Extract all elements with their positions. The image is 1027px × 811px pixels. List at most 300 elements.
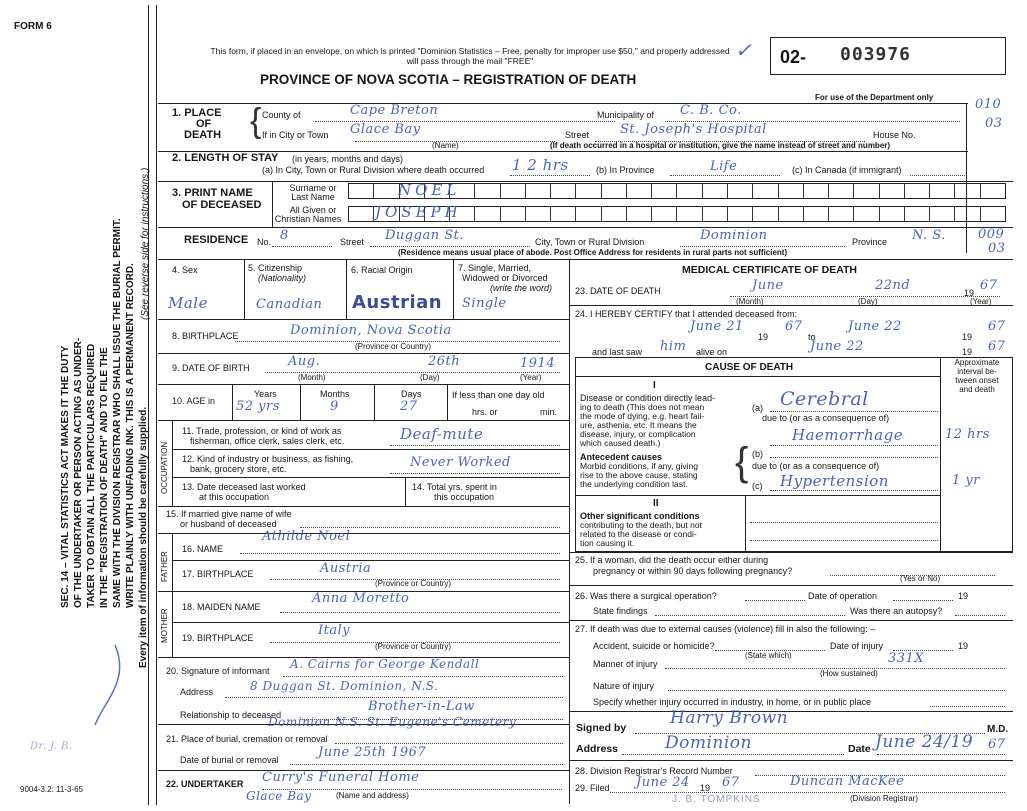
side-note-6: WRITE PLAINLY WITH UNFADING INK. THIS IS A PERMANENT RECORD. xyxy=(125,263,136,608)
total-years-label-2: this occupation xyxy=(434,492,495,502)
min-label: min. xyxy=(540,407,558,417)
cause-a-due: due to (or as a consequence of) xyxy=(762,413,890,423)
residence-province-value: N. S. xyxy=(912,228,946,243)
informant-address-value: 8 Duggan St. Dominion, N.S. xyxy=(250,679,439,693)
industry-value: Never Worked xyxy=(410,455,511,470)
sex-label: 4. Sex xyxy=(172,265,198,275)
dob-day-note: (Day) xyxy=(420,373,440,382)
name-letter-box xyxy=(501,184,526,198)
age-months-label: Months xyxy=(320,389,350,399)
m-rule-27 xyxy=(569,620,1013,621)
name-letter-box xyxy=(930,207,955,221)
other-label-1: Other significant conditions xyxy=(580,511,700,521)
attended-from: June 21 xyxy=(690,319,744,334)
name-letter-box xyxy=(728,207,753,221)
name-letter-box xyxy=(905,184,930,198)
cause-a2-value: Haemorrhage xyxy=(792,426,904,444)
dob-day: 26th xyxy=(428,354,461,369)
undertaker-label: 22. UNDERTAKER xyxy=(166,779,244,789)
mother-maiden-line xyxy=(280,612,560,613)
cause-a-line xyxy=(770,411,938,412)
side-note-2: OF THE UNDERTAKER OR PERSON ACTING AS UNDER- xyxy=(73,337,84,608)
form-title: PROVINCE OF NOVA SCOTIA – REGISTRATION OF DEATH xyxy=(260,72,637,87)
informant-relationship-label: Relationship to deceased xyxy=(180,710,282,720)
last-saw-label: and last saw xyxy=(592,347,643,357)
residence-province-label: Province xyxy=(852,237,888,247)
stay-a-label: (a) In City, Town or Rural Division where death occurred xyxy=(262,165,485,175)
name-letter-box xyxy=(374,184,399,198)
stay-sub: (in years, months and days) xyxy=(292,154,404,164)
antecedent-label-1: Antecedent causes xyxy=(580,452,663,462)
occupation-section-label: OCCUPATION xyxy=(160,441,169,494)
other-line-1 xyxy=(750,522,938,523)
alive-value: June 22 xyxy=(810,339,864,354)
name-letter-box xyxy=(526,184,551,198)
name-letter-box xyxy=(349,184,374,198)
undertaker-value-2: Glace Bay xyxy=(246,789,312,803)
cause-b-line xyxy=(770,457,938,458)
street-label: Street xyxy=(565,130,590,140)
cause-rule-2 xyxy=(575,495,940,496)
name-letter-box xyxy=(955,207,980,221)
side-note-8: (See reverse side for instructions.) xyxy=(140,167,151,320)
dob-label: 9. DATE OF BIRTH xyxy=(172,363,250,373)
spouse-label-2: or husband of deceased xyxy=(180,519,277,529)
age-label: 10. AGE in xyxy=(172,396,216,406)
name-letter-box xyxy=(829,184,854,198)
attended-to-year: 67 xyxy=(988,319,1006,334)
citizenship-sub: (Nationality) xyxy=(258,273,307,283)
trade-label-2: fisherman, office clerk, sales clerk, etc. xyxy=(190,436,345,446)
cause-c-line xyxy=(770,490,938,491)
sig-date-line xyxy=(877,754,1005,755)
name-letter-box xyxy=(703,184,728,198)
antecedent-label-4: the underlying condition last. xyxy=(580,479,688,489)
alive-year: 67 xyxy=(988,339,1006,354)
date-of-death-day: 22nd xyxy=(875,278,911,293)
dept-use-label: For use of the Department only xyxy=(815,93,934,102)
sig-date-year: 67 xyxy=(988,737,1006,752)
informant-relationship-value: Brother-in-Law xyxy=(368,699,475,714)
citizenship-label: 5. Citizenship xyxy=(248,263,303,273)
name-letter-box xyxy=(627,207,652,221)
rule-7 xyxy=(158,384,569,385)
trade-value: Deaf-mute xyxy=(400,425,484,443)
q29-label: 29. Filed xyxy=(575,783,610,793)
dept-code-4: 03 xyxy=(988,241,1006,256)
dob-year-note: (Year) xyxy=(520,373,542,382)
filed-value: June 24 xyxy=(636,775,690,790)
q29-line xyxy=(610,792,1005,793)
birthplace-label: 8. BIRTHPLACE xyxy=(172,331,239,341)
surname-value: NOEL xyxy=(398,181,461,199)
other-label-2: contributing to the death, but not xyxy=(580,520,702,530)
burial-date-line xyxy=(290,764,563,765)
residence-street-value: Duggan St. xyxy=(385,228,464,243)
margin-scribble xyxy=(75,640,135,730)
center-divider xyxy=(569,259,570,804)
v6 xyxy=(453,259,454,319)
city-name-note: (Name) xyxy=(432,141,459,150)
q27-state-which: (State which) xyxy=(745,651,792,660)
name-label-2: OF DECEASED xyxy=(182,199,262,211)
stay-label: 2. LENGTH OF STAY xyxy=(172,152,279,164)
direct-label-2: ing to death (This does not mean xyxy=(580,402,705,412)
marital-label-2: Widowed or Divorced xyxy=(462,273,548,283)
m-rule-26 xyxy=(569,585,1013,586)
citizenship-value: Canadian xyxy=(256,297,323,312)
name-letter-box xyxy=(703,207,728,221)
spouse-line xyxy=(300,527,560,528)
antecedent-label-2: Morbid conditions, if any, giving xyxy=(580,461,698,471)
given-label-2: Christian Names xyxy=(274,214,342,224)
undertaker-line xyxy=(262,789,562,790)
signed-by-value: Harry Brown xyxy=(670,708,789,728)
cause-b-due: due to (or as a consequence of) xyxy=(752,461,880,471)
v4 xyxy=(244,259,245,319)
surname-label-2: Last Name xyxy=(291,192,335,202)
q25-note: (Yes or No) xyxy=(900,574,941,583)
dod-month-note: (Month) xyxy=(736,297,764,306)
sig-address-value: Dominion xyxy=(665,733,752,753)
name-letter-box xyxy=(854,184,879,198)
municipality-value: C. B. Co. xyxy=(680,103,742,118)
burial-place-value: Dominion N.S. St. Eugene's Cemetery xyxy=(268,715,517,729)
dob-month: Aug. xyxy=(288,354,321,369)
q27-injury-date-label: Date of injury xyxy=(830,641,884,651)
mother-section-label: MOTHER xyxy=(160,608,169,643)
dod-day-note: (Day) xyxy=(858,297,878,306)
q27-label: 27. If death was due to external causes (violence) fill in also the following: – xyxy=(575,624,876,634)
name-letter-box xyxy=(930,184,955,198)
other-label-4: tion causing it. xyxy=(580,538,635,548)
direct-label-6: which caused death.) xyxy=(580,438,661,448)
county-label: County of xyxy=(262,110,301,120)
certify-label: 24. I HEREBY CERTIFY that I attended deceased from: xyxy=(575,309,798,319)
q26-autopsy-label: Was there an autopsy? xyxy=(850,606,943,616)
q26-century: 19 xyxy=(958,591,969,601)
alive-label: alive on xyxy=(696,347,728,357)
stay-c-line xyxy=(910,175,965,176)
age-years-value: 52 yrs xyxy=(236,399,280,414)
res-city-line xyxy=(680,246,845,247)
rule-8 xyxy=(158,420,569,421)
q25-label-2: pregnancy or within 90 days following pregnancy? xyxy=(593,566,793,576)
last-worked-label-2: at this occupation xyxy=(199,492,270,502)
stay-a-line xyxy=(510,175,590,176)
occ-rule-1 xyxy=(172,449,569,450)
cause-b-value: Hypertension xyxy=(780,472,889,490)
name-letter-box xyxy=(880,184,905,198)
record-number: 003976 xyxy=(840,44,912,65)
side-note-5: SAME WITH THE DIVISION REGISTRAR WHO SHALL ISSUE THE BURIAL PERMIT. xyxy=(112,218,123,608)
direct-label-5: disease, injury, or complication xyxy=(580,429,696,439)
rule-2 xyxy=(158,181,1013,182)
alive-century: 19 xyxy=(962,347,973,357)
filed-century: 19 xyxy=(700,783,711,793)
industry-label-1: 12. Kind of industry or business, as fishing, xyxy=(182,454,354,464)
q27-century: 19 xyxy=(958,641,969,651)
dept-code-2: 03 xyxy=(985,116,1003,131)
side-note-3: TAKER TO OBTAIN ALL THE PARTICULARS REQUIRED xyxy=(86,343,97,608)
place-label-1: 1. PLACE xyxy=(172,107,222,119)
informant-address-label: Address xyxy=(180,687,214,697)
name-letter-box xyxy=(576,207,601,221)
name-letter-box xyxy=(880,207,905,221)
name-letter-box xyxy=(677,184,702,198)
place-label-3: DEATH xyxy=(184,129,222,141)
age-days-label: Days xyxy=(401,389,422,399)
rule-10 xyxy=(158,533,569,534)
record-prefix: 02- xyxy=(780,47,807,67)
father-section-label: FATHER xyxy=(160,551,169,582)
name-letter-box xyxy=(779,184,804,198)
name-letter-box xyxy=(475,184,500,198)
rule-9 xyxy=(158,506,569,507)
name-letter-box xyxy=(602,207,627,221)
interval-label-2: interval be- xyxy=(957,367,997,376)
registrar-stamp: J. B. TOMPKINS xyxy=(672,794,761,805)
q26-date-label: Date of operation xyxy=(808,591,878,601)
given-label-1: All Given or xyxy=(289,205,337,215)
envelope-note: This form, if placed in an envelope, on which is printed "Dominion Statistics – Free, penalty for improper use $50," and properly addressed will pass through the mail "FREE" xyxy=(210,46,730,67)
interval-label-4: and death xyxy=(959,385,995,394)
total-years-label-1: 14. Total yrs. spent in xyxy=(412,482,497,492)
occ-rule-2 xyxy=(172,477,569,478)
dod-year-note: (Year) xyxy=(970,297,992,306)
street-value: St. Joseph's Hospital xyxy=(620,122,767,137)
cause-a-label: (a) xyxy=(752,403,763,413)
left-margin-line xyxy=(156,5,157,805)
stay-b-value: Life xyxy=(710,159,738,174)
informant-sig-label: 20. Signature of informant xyxy=(166,666,270,676)
father-name-value: Athilde Noel xyxy=(262,529,351,544)
residence-no-value: 8 xyxy=(280,228,289,243)
undertaker-note: (Name and address) xyxy=(336,791,409,800)
name-letter-box xyxy=(905,207,930,221)
cause-title: CAUSE OF DEATH xyxy=(705,362,794,373)
residence-city-label: City, Town or Rural Division xyxy=(535,237,645,247)
name-letter-box xyxy=(652,184,677,198)
father-name-label: 16. NAME xyxy=(182,544,224,554)
left-margin-line-inner xyxy=(148,5,149,805)
name-letter-box xyxy=(576,184,601,198)
q27-specify-line xyxy=(930,706,1005,707)
age-v2 xyxy=(300,384,301,420)
q26-date-line xyxy=(893,600,953,601)
age-v1 xyxy=(232,384,233,420)
city-value: Glace Bay xyxy=(350,122,421,137)
spouse-label-1: 15. If married give name of wife xyxy=(166,509,292,519)
dept-code-1: 010 xyxy=(975,97,1002,112)
name-letter-box xyxy=(753,184,778,198)
informant-address-line xyxy=(225,697,563,698)
municipality-label: Municipality of xyxy=(597,110,655,120)
trade-line xyxy=(390,445,560,446)
name-letter-box xyxy=(753,207,778,221)
side-note-4: IN THE "REGISTRATION OF DEATH" AND TO FILE THE xyxy=(99,347,110,608)
name-letter-box xyxy=(955,184,980,198)
mother-birthplace-value: Italy xyxy=(318,623,351,638)
burial-place-line xyxy=(335,743,563,744)
dob-month-note: (Month) xyxy=(298,373,326,382)
occ-v xyxy=(172,420,173,506)
residence-label: RESIDENCE xyxy=(184,234,249,246)
other-v xyxy=(745,495,746,552)
date-of-death-century: 19 xyxy=(964,288,975,298)
mother-birthplace-note: (Province or Country) xyxy=(375,642,452,651)
trade-label-1: 11. Trade, profession, or kind of work as xyxy=(182,426,342,436)
sex-value: Male xyxy=(168,294,208,312)
county-value: Cape Breton xyxy=(350,103,439,118)
marital-value: Single xyxy=(462,296,507,311)
attended-to-century: 19 xyxy=(962,332,973,342)
m-rule-sign xyxy=(569,711,1013,712)
surname-label-1: Surname or xyxy=(289,183,337,193)
residence-street-label: Street xyxy=(340,237,365,247)
name-letter-box xyxy=(829,207,854,221)
stay-a-value: 1 2 hrs xyxy=(512,156,569,174)
attended-to-label: to xyxy=(808,332,816,342)
marital-label-3: (write the word) xyxy=(490,283,553,293)
dob-year: 1914 xyxy=(520,356,556,371)
name-letter-box xyxy=(804,184,829,198)
rule-1 xyxy=(158,151,968,152)
father-birthplace-label: 17. BIRTHPLACE xyxy=(182,569,254,579)
cause-title-rule xyxy=(575,376,940,377)
form-id: FORM 6 xyxy=(14,21,52,32)
dept-column-line xyxy=(966,103,967,253)
cause-a-interval: 12 hrs xyxy=(945,427,990,442)
residence-city-value: Dominion xyxy=(700,228,768,243)
res-no-line xyxy=(272,246,332,247)
date-of-death-label: 23. DATE OF DEATH xyxy=(575,286,661,296)
hrs-label: hrs. or xyxy=(472,407,498,417)
date-of-death-year: 67 xyxy=(980,278,998,293)
antecedent-brace: { xyxy=(735,440,749,484)
age-months-value: 9 xyxy=(330,399,339,414)
direct-label-1: Disease or condition directly lead- xyxy=(580,393,716,403)
age-days-value: 27 xyxy=(400,399,418,414)
residence-no-label: No. xyxy=(257,237,272,247)
place-label-2: OF xyxy=(196,118,212,130)
registrar-note: (Division Registrar) xyxy=(850,794,919,803)
registrar-value: Duncan MacKee xyxy=(790,774,905,789)
q27-accident-label: Accident, suicide or homicide? xyxy=(593,641,715,651)
sig-address-label: Address xyxy=(576,743,619,755)
last-worked-label-1: 13. Date deceased last worked xyxy=(182,482,306,492)
birthplace-value: Dominion, Nova Scotia xyxy=(290,323,452,338)
name-letter-box xyxy=(602,184,627,198)
name-letter-box xyxy=(349,207,374,221)
mother-maiden-value: Anna Moretto xyxy=(312,591,410,606)
mother-maiden-label: 18. MAIDEN NAME xyxy=(182,602,261,612)
marital-label-1: 7. Single, Married, xyxy=(458,263,532,273)
m-rule-28 xyxy=(569,760,1013,761)
father-birthplace-note: (Province or Country) xyxy=(375,579,452,588)
age-years-label: Years xyxy=(254,389,277,399)
name-letter-box xyxy=(779,207,804,221)
mother-birthplace-label: 19. BIRTHPLACE xyxy=(182,633,254,643)
attended-to: June 22 xyxy=(848,319,902,334)
q25-label-1: 25. If a woman, did the death occur either during xyxy=(575,555,769,565)
res-street-line xyxy=(370,246,530,247)
q26-autopsy-line xyxy=(955,615,1005,616)
q27-specify-label: Specify whether injury occurred in industry, in home, or in public place xyxy=(593,697,871,707)
burial-place-label: 21. Place of burial, cremation or removal xyxy=(166,734,328,744)
q27-how-sustained: (How sustained) xyxy=(820,669,878,678)
origin-value: Austrian xyxy=(352,292,443,313)
industry-line xyxy=(390,473,560,474)
interval-label-1: Approximate xyxy=(954,358,1000,367)
q27-nature-line xyxy=(668,690,1005,691)
informant-sig-line xyxy=(283,676,563,677)
m-rule-1 xyxy=(569,305,1013,306)
signed-by-label: Signed by xyxy=(576,722,627,734)
header-rule xyxy=(158,103,968,104)
age-v4 xyxy=(447,384,448,420)
name-letter-box xyxy=(627,184,652,198)
attended-from-year: 67 xyxy=(785,319,803,334)
name-letter-box xyxy=(475,207,500,221)
burial-date-label: Date of burial or removal xyxy=(180,755,279,765)
last-saw-value: him xyxy=(660,339,687,354)
burial-date-value: June 25th 1967 xyxy=(318,745,427,760)
side-note-1: SEC. 14 – VITAL STATISTICS ACT MAKES IT THE DUTY xyxy=(60,345,71,608)
other-label-3: related to the disease or condi- xyxy=(580,529,697,539)
name-letter-box xyxy=(501,207,526,221)
stay-b-line xyxy=(670,175,780,176)
q27-manner-value: 331X xyxy=(888,651,925,666)
other-line-2 xyxy=(750,540,938,541)
q26-label: 26. Was there a surgical operation? xyxy=(575,591,717,601)
name-letter-box xyxy=(652,207,677,221)
residence-note: (Residence means usual place of abode. Post Office Address for residents in rural parts not sufficient) xyxy=(398,248,788,257)
cause-c-label: (c) xyxy=(752,481,763,491)
rule-5 xyxy=(158,319,569,320)
birthplace-note: (Province or Country) xyxy=(355,342,432,351)
city-label: If in City or Town xyxy=(262,130,329,140)
name-letter-box xyxy=(728,184,753,198)
rule-6 xyxy=(158,353,569,354)
name-letter-box xyxy=(981,207,1005,221)
father-birthplace-value: Austria xyxy=(320,561,372,576)
name-letter-box xyxy=(981,184,1005,198)
dept-code-3: 009 xyxy=(978,227,1005,242)
informant-sig-value: A. Cairns for George Kendall xyxy=(290,657,480,671)
interval-label-3: tween onset xyxy=(955,376,999,385)
given-value: JOSEPH xyxy=(375,203,462,221)
side-note-7: Every item of information should be carefully supplied. xyxy=(138,406,149,668)
brace: { xyxy=(250,102,262,140)
sig-address-line xyxy=(622,754,844,755)
name-label-1: 3. PRINT NAME xyxy=(172,187,253,199)
name-letter-box xyxy=(526,207,551,221)
name-letter-box xyxy=(804,207,829,221)
undertaker-value: Curry's Funeral Home xyxy=(262,770,420,785)
mother-rule xyxy=(172,622,569,623)
stay-c-label: (c) In Canada (if immigrant) xyxy=(792,165,902,175)
q27-manner-label: Manner of injury xyxy=(593,659,658,669)
age-v3 xyxy=(374,384,375,420)
q27-nature-label: Nature of injury xyxy=(593,681,655,691)
date-of-death-month: June xyxy=(752,278,784,293)
name-letter-box xyxy=(677,207,702,221)
father-name-line xyxy=(240,553,560,554)
name-letter-box xyxy=(551,207,576,221)
direct-label-3: the mode of dying, e.g. heart fail- xyxy=(580,411,705,421)
industry-label-2: bank, grocery store, etc. xyxy=(190,464,287,474)
